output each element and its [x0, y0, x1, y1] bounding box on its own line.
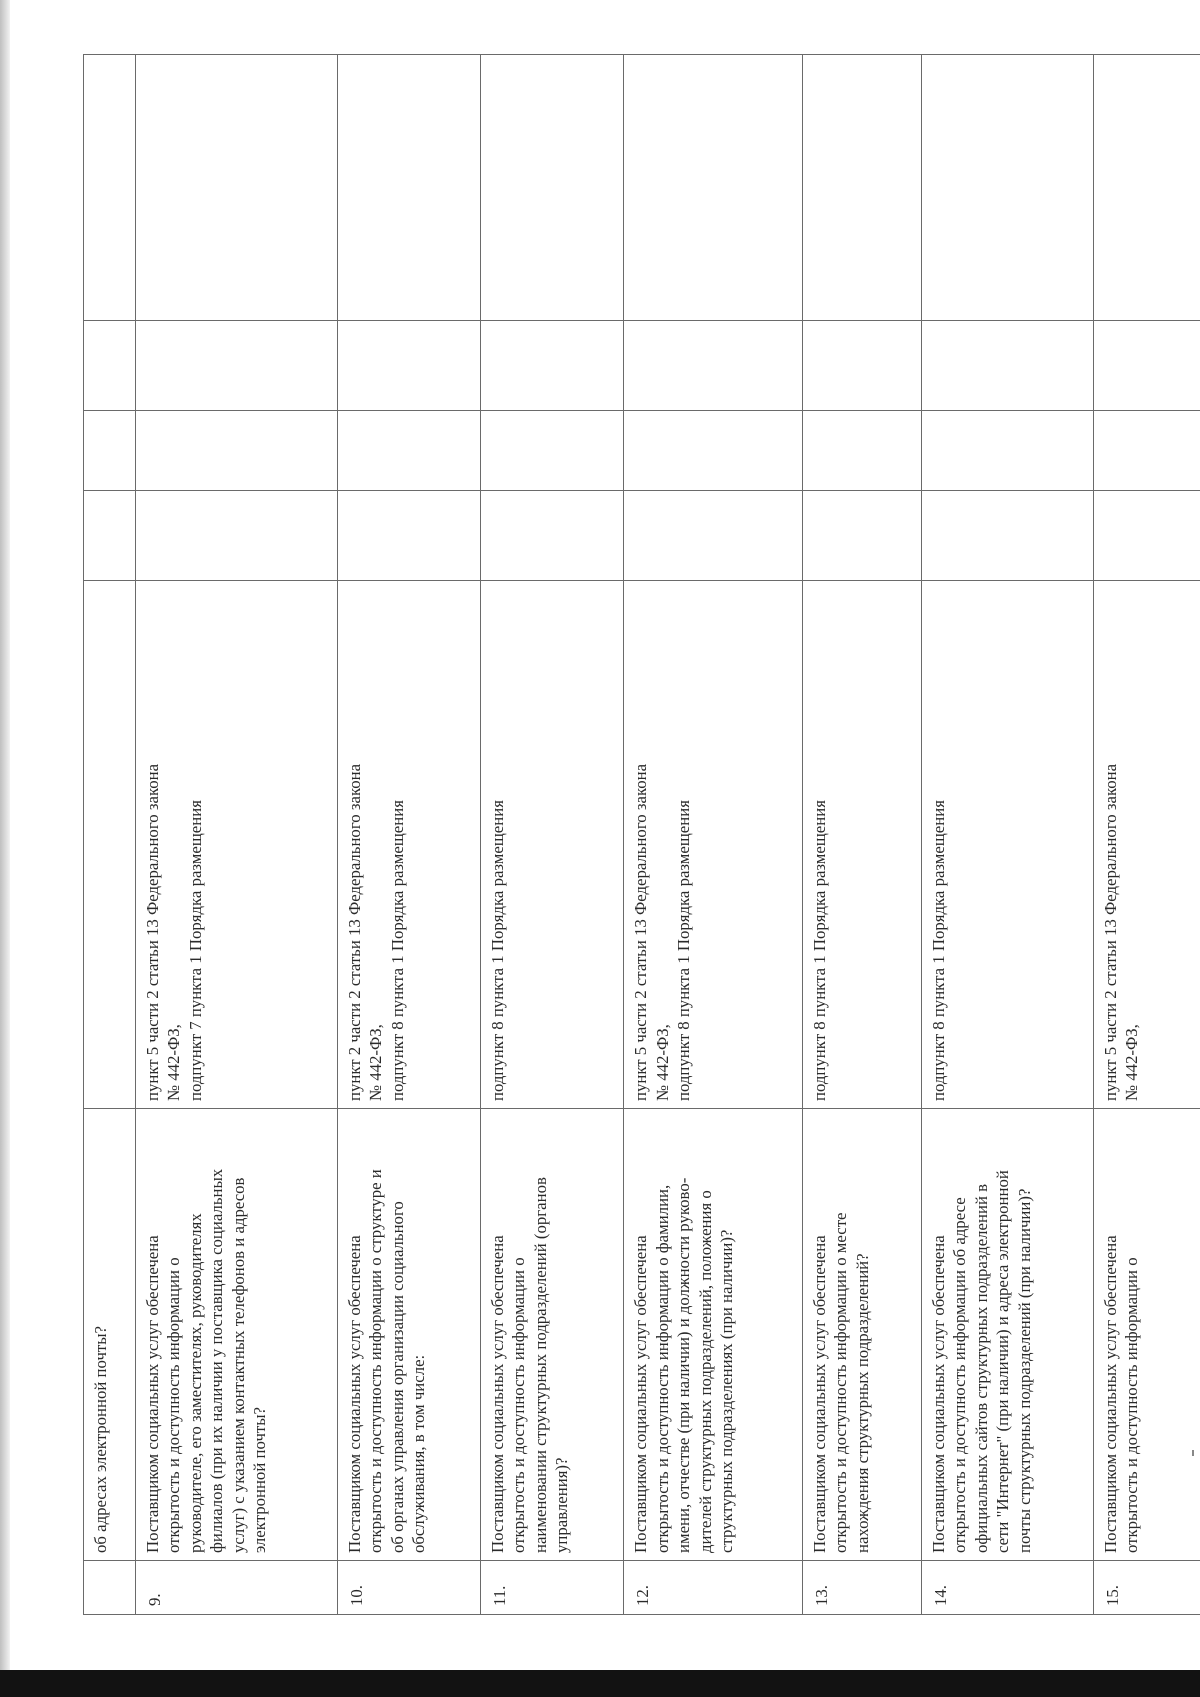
- notes-cell: [480, 55, 623, 321]
- checklist-table: [83, 54, 1200, 1615]
- question-line: открытость и доступность информации о фамилии,: [652, 1184, 672, 1553]
- question-line: Поставщиком социальных услуг обеспечена: [142, 1235, 162, 1553]
- item-number: 13.: [802, 1561, 921, 1615]
- answer-no-cell: [624, 411, 803, 491]
- answer-yes-cell: [1093, 491, 1200, 581]
- table-row: [135, 55, 337, 1615]
- question-line: филиалов (при их наличии у поставщика социальных: [207, 1168, 227, 1553]
- legal-basis-line: подпункт 8 пункта 1 Порядка размещения: [487, 800, 507, 1101]
- legal-basis-line: пункт 5 части 2 статьи 13 Федерального закона: [1100, 763, 1120, 1101]
- notes-cell: [135, 55, 337, 321]
- legal-basis-line: пункт 2 части 2 статьи 13 Федерального закона: [344, 763, 364, 1101]
- legal-basis-line: подпункт 7 пункта 1 Порядка размещения: [185, 800, 205, 1101]
- answer-na-cell: [921, 321, 1093, 411]
- legal-basis-cell: [802, 581, 921, 1109]
- legal-basis-line: № 442-ФЗ,: [652, 1024, 672, 1101]
- item-number: 14.: [921, 1561, 1093, 1615]
- question-cell: [84, 1109, 136, 1561]
- legal-basis-line: подпункт 8 пункта 1 Порядка размещения: [928, 800, 948, 1101]
- answer-yes-cell: [480, 491, 623, 581]
- answer-na-cell: [480, 321, 623, 411]
- question-line: руководителе, его заместителях, руководителях: [185, 1213, 205, 1553]
- answer-yes-cell: [921, 491, 1093, 581]
- question-line: открытость и доступность информации о: [1122, 1257, 1142, 1553]
- answer-no-cell: [921, 411, 1093, 491]
- question-line: официальных сайтов структурных подразделений в: [971, 1183, 991, 1553]
- answer-yes-cell: [135, 491, 337, 581]
- question-line: имени, отчестве (при наличии) и должности руково-: [674, 1177, 693, 1553]
- question-cell: [337, 1109, 480, 1561]
- item-number: 11.: [480, 1561, 623, 1615]
- basis-cell: [84, 581, 136, 1109]
- item-number: 10.: [337, 1561, 480, 1615]
- answer-yes-cell: [802, 491, 921, 581]
- legal-basis-cell: [480, 581, 623, 1109]
- item-number: 9.: [135, 1561, 337, 1615]
- notes-cell: [1093, 55, 1200, 321]
- answer-na-cell: [624, 321, 803, 411]
- question-line: открытость и доступность информации о месте: [831, 1212, 851, 1553]
- legal-basis-line: пункт 5 части 2 статьи 13 Федерального закона: [142, 763, 162, 1101]
- legal-basis-cell: [624, 581, 803, 1109]
- legal-basis-line: № 442-ФЗ,: [366, 1024, 386, 1101]
- answer-na-cell: [1093, 321, 1200, 411]
- question-line: Поставщиком социальных услуг обеспечена: [487, 1235, 507, 1553]
- answer-yes-cell: [624, 491, 803, 581]
- number-cell: [84, 1561, 136, 1615]
- answer-no-cell: [802, 411, 921, 491]
- item-number: 12.: [624, 1561, 803, 1615]
- legal-basis-line: пункт 5 части 2 статьи 13 Федерального закона: [631, 763, 650, 1101]
- notes-cell: [802, 55, 921, 321]
- answer-no-cell: [480, 411, 623, 491]
- answer-yes-cell: [84, 491, 136, 581]
- question-cell: [480, 1109, 623, 1561]
- rotated-table-page: [83, 55, 1200, 1615]
- answer-na-cell: [802, 321, 921, 411]
- table-row-continuation: [84, 55, 136, 1615]
- legal-basis-line: подпункт 8 пункта 1 Порядка размещения: [674, 800, 693, 1101]
- continuation-text: об адресах электронной почты?: [91, 1326, 110, 1553]
- question-line: открытость и доступность информации о: [509, 1257, 529, 1553]
- answer-no-cell: [1093, 411, 1200, 491]
- table-row: [1093, 55, 1200, 1615]
- question-line: сети "Интернет" (при наличии) и адреса электронной: [993, 1170, 1013, 1553]
- notes-cell: [921, 55, 1093, 321]
- question-cell: [135, 1109, 337, 1561]
- question-line: Поставщиком социальных услуг обеспечена: [1100, 1235, 1120, 1553]
- table-row: [624, 55, 803, 1615]
- answer-no-cell: [337, 411, 480, 491]
- question-cell: [1093, 1109, 1200, 1561]
- question-line: Поставщиком социальных услуг обеспечена: [344, 1235, 364, 1553]
- question-line: структурных подразделениях (при наличии)?: [717, 1229, 736, 1553]
- legal-basis-cell: [1093, 581, 1200, 1109]
- question-line: дителей структурных подразделений, положения о: [695, 1190, 715, 1553]
- question-line: услуг) с указанием контактных телефонов и адресов: [228, 1177, 248, 1553]
- question-line: наименовании структурных подразделений (органов: [530, 1177, 550, 1553]
- table-row: [802, 55, 921, 1615]
- legal-basis-line: № 442-ФЗ,: [164, 1024, 184, 1101]
- answer-no-cell: [135, 411, 337, 491]
- answer-na-cell: [337, 321, 480, 411]
- question-cell: [624, 1109, 803, 1561]
- table-row: [337, 55, 480, 1615]
- question-line: нахождения структурных подразделений?: [852, 1253, 872, 1553]
- answer-na-cell: [84, 321, 136, 411]
- scan-bottom-edge: [0, 1670, 1200, 1697]
- question-line: почты структурных подразделений (при наличии)?: [1014, 1188, 1034, 1553]
- question-line: Поставщиком социальных услуг обеспечена: [928, 1235, 948, 1553]
- question-line: Поставщиком социальных услуг обеспечена: [631, 1235, 650, 1553]
- legal-basis-cell: [337, 581, 480, 1109]
- question-cell: [802, 1109, 921, 1561]
- notes-cell: [624, 55, 803, 321]
- question-line: открытость и доступность информации об адресе: [950, 1197, 970, 1553]
- answer-na-cell: [135, 321, 337, 411]
- question-line: открытость и доступность информации о структуре и: [366, 1169, 386, 1553]
- question-line: обслуживания, в том числе:: [409, 1354, 429, 1553]
- question-line: управления)?: [552, 1457, 572, 1553]
- legal-basis-line: подпункт 8 пункта 1 Порядка размещения: [387, 800, 407, 1101]
- table-row: [921, 55, 1093, 1615]
- notes-cell: [337, 55, 480, 321]
- legal-basis-cell: [921, 581, 1093, 1109]
- scan-left-edge: [0, 0, 10, 1697]
- legal-basis-cell: [135, 581, 337, 1109]
- question-line: Поставщиком социальных услуг обеспечена: [809, 1235, 829, 1553]
- table-row: [480, 55, 623, 1615]
- question-cell: [921, 1109, 1093, 1561]
- notes-cell: [84, 55, 136, 321]
- answer-yes-cell: [337, 491, 480, 581]
- item-number: 15.: [1093, 1561, 1200, 1615]
- legal-basis-line: подпункт 8 пункта 1 Порядка размещения: [809, 800, 829, 1101]
- question-line: открытость и доступность информации о: [164, 1257, 184, 1553]
- legal-basis-line: № 442-ФЗ,: [1122, 1024, 1142, 1101]
- question-line: об органах управления организации социального: [387, 1201, 407, 1553]
- question-line: электронной почты?: [250, 1407, 270, 1553]
- answer-no-cell: [84, 411, 136, 491]
